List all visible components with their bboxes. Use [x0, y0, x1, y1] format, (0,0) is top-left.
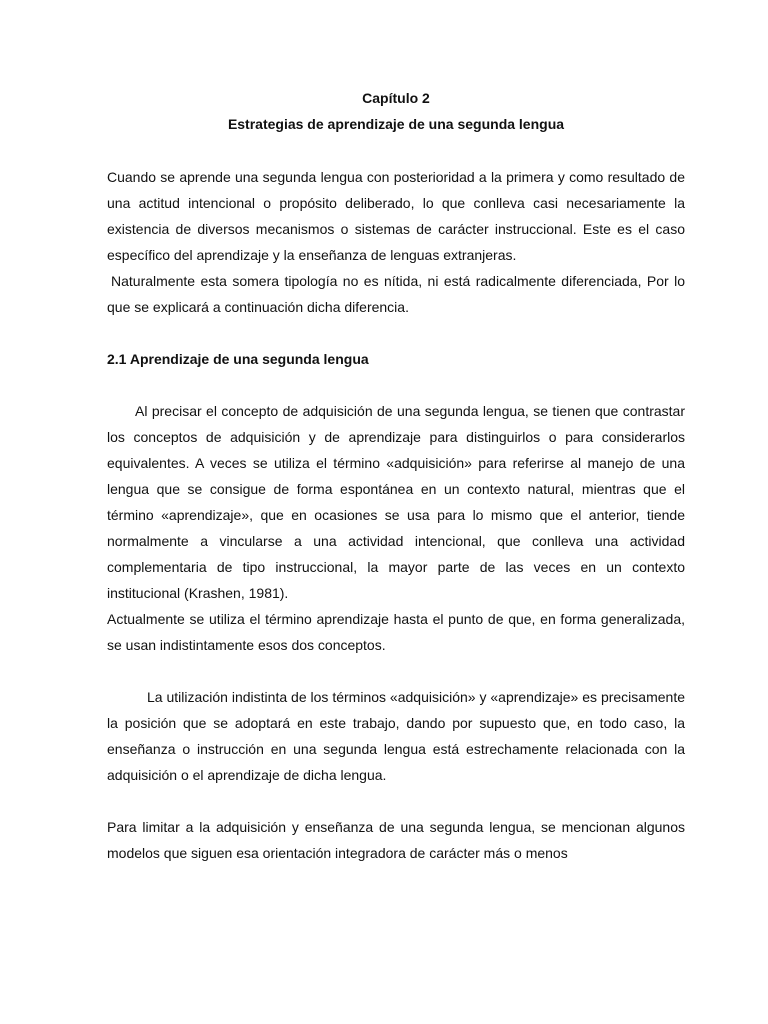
intro-paragraph-1: Cuando se aprende una segunda lengua con posterioridad a la primera y como resultado de una actitud intencional o propósito deliberado, lo que conlleva casi necesariamente la existencia de diversos mecanismos o sistemas de carácter instruccional. Este es el caso específico del aprendizaje y la enseñanza de lenguas extranjeras. [107, 169, 685, 263]
section-paragraph-3: La utilización indistinta de los términos «adquisición» y «aprendizaje» es precisamente la posición que se adoptará en este trabajo, dando por supuesto que, en todo caso, la enseñanza o instrucción en una segunda lengua está estrechamente relacionada con la adquisición o el aprendizaje de dicha lengua. [107, 689, 685, 783]
section-paragraph-4: Para limitar a la adquisición y enseñanza de una segunda lengua, se mencionan algunos modelos que siguen esa orientación integradora de carácter más o menos [107, 819, 685, 861]
intro-paragraph-2: Naturalmente esta somera tipología no es nítida, ni está radicalmente diferenciada, Por lo que se explicará a continuación dicha diferencia. [107, 273, 685, 315]
section-paragraph-2: Actualmente se utiliza el término aprendizaje hasta el punto de que, en forma generalizada, se usan indistintamente esos dos conceptos. [107, 611, 685, 653]
document-body [107, 88, 685, 866]
section-paragraph-1: Al precisar el concepto de adquisición de una segunda lengua, se tienen que contrastar los conceptos de adquisición y de aprendizaje para distinguirlos o para considerarlos equivalentes. A veces se utiliza el término «adquisición» para referirse al manejo de una lengua que se consigue de forma espontánea en un contexto natural, mientras que el término «aprendizaje», que en ocasiones se usa para lo mismo que el anterior, tiende normalmente a vincularse a una actividad intencional, que conlleva una actividad complementaria de tipo instruccional, la mayor parte de las veces en un contexto institucional (Krashen, 1981). [107, 403, 685, 601]
chapter-number: Capítulo 2 [362, 90, 430, 106]
section-heading: 2.1 Aprendizaje de una segunda lengua [107, 351, 369, 367]
chapter-title: Estrategias de aprendizaje de una segunda lengua [227, 116, 565, 132]
